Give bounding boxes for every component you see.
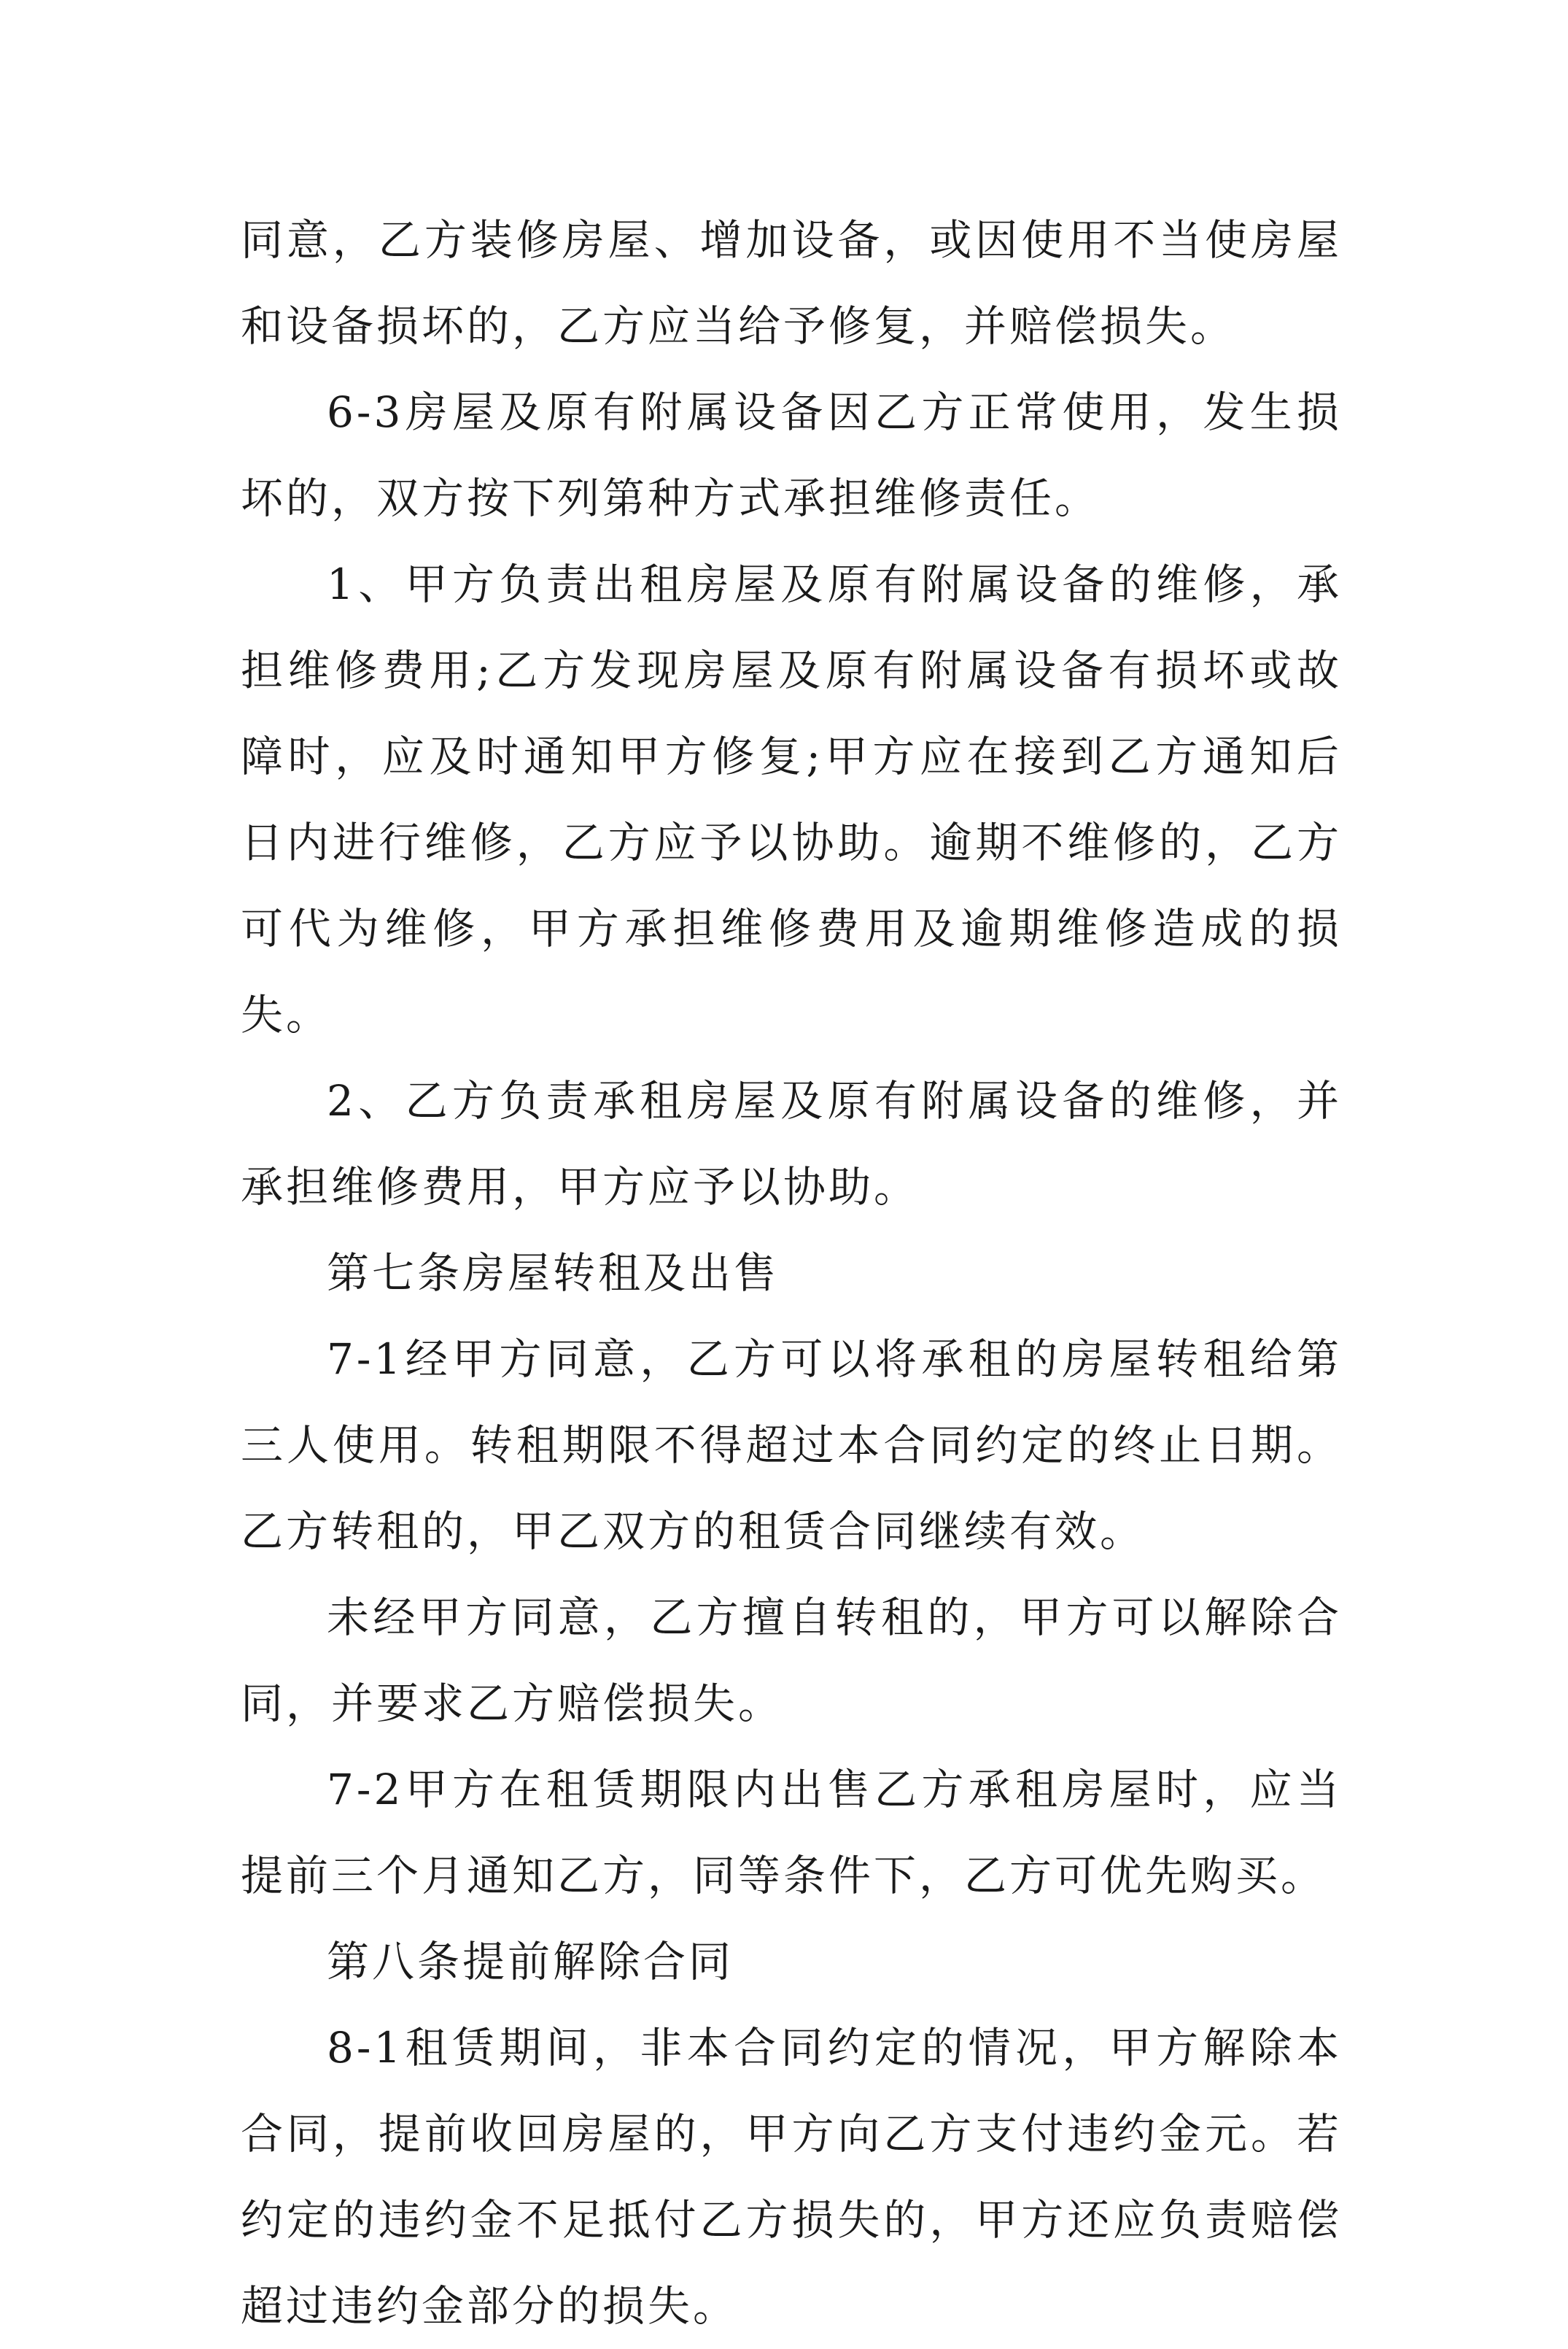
paragraph: 1、甲方负责出租房屋及原有附属设备的维修，承担维修费用;乙方发现房屋及原有附属设备有损坏或故障时，应及时通知甲方修复;甲方应在接到乙方通知后日内进行维修，乙方应予以协助。逾期不维修的，乙方可代为维修，甲方承担维修费用及逾期维修造成的损失。: [241, 560, 1342, 1040]
paragraph: 7-1经甲方同意，乙方可以将承租的房屋转租给第三人使用。转租期限不得超过本合同约定的终止日期。乙方转租的，甲乙双方的租赁合同继续有效。: [241, 1334, 1342, 1556]
paragraph: 6-3房屋及原有附属设备因乙方正常使用，发生损坏的，双方按下列第种方式承担维修责任。: [241, 387, 1342, 523]
section-heading: 第七条房屋转租及出售: [327, 1248, 780, 1298]
paragraph: 2、乙方负责承租房屋及原有附属设备的维修，并承担维修费用，甲方应予以协助。: [241, 1076, 1342, 1212]
document-body: [241, 197, 1342, 2349]
paragraph: 7-2甲方在租赁期限内出售乙方承租房屋时，应当提前三个月通知乙方，同等条件下，乙方可优先购买。: [241, 1765, 1342, 1900]
paragraph: 8-1租赁期间，非本合同约定的情况，甲方解除本合同，提前收回房屋的，甲方向乙方支付违约金元。若约定的违约金不足抵付乙方损失的，甲方还应负责赔偿超过违约金部分的损失。: [241, 2023, 1342, 2331]
paragraph: 同意，乙方装修房屋、增加设备，或因使用不当使房屋和设备损坏的，乙方应当给予修复，并赔偿损失。: [241, 215, 1342, 351]
paragraph: 未经甲方同意，乙方擅自转租的，甲方可以解除合同，并要求乙方赔偿损失。: [241, 1593, 1342, 1728]
section-heading: 第八条提前解除合同: [327, 1937, 734, 1986]
